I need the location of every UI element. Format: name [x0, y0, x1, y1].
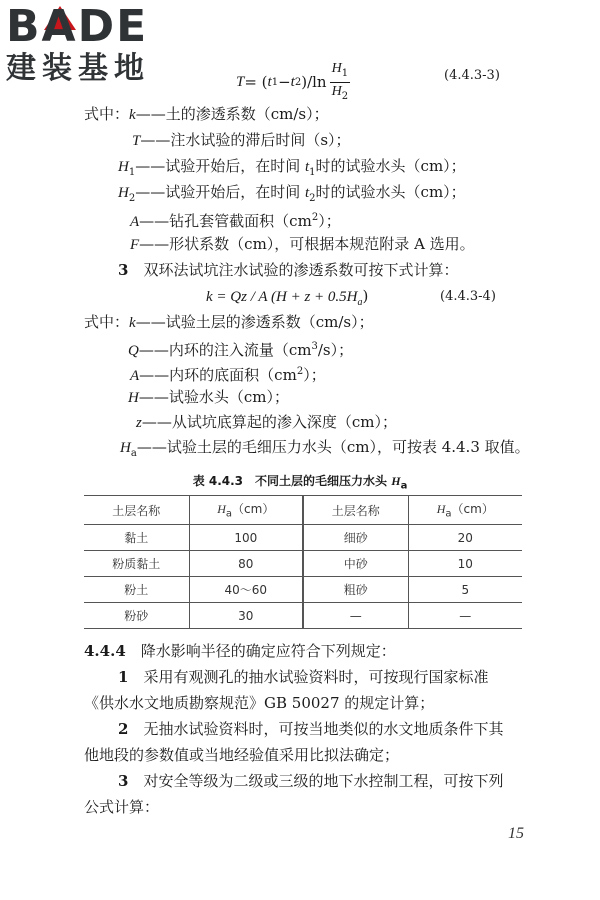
table-row: 粉质黏土 80 中砂 10	[84, 551, 522, 577]
item-3: 3 双环法试坑注水试验的渗透系数可按下式计算：	[118, 261, 459, 279]
logo-chinese: 建装基地	[6, 51, 150, 86]
fraction: $\frac{H_1}{H_2}$	[331, 61, 349, 102]
equation-number: (4.4.3-3)	[444, 68, 500, 83]
definition-line: F——形状系数（cm），可根据本规范附录 A 选用。	[130, 235, 475, 253]
logo-wordmark: B A DE	[6, 1, 149, 52]
section-4-4-4-heading: 4.4.4 降水影响半径的确定应符合下列规定：	[84, 642, 396, 660]
item-3b-cont: 公式计算：	[84, 798, 160, 816]
definition-line: H——试验水头（cm）；	[128, 388, 289, 406]
table-row: 黏土 100 细砂 20	[84, 525, 522, 551]
definition-line: z——从试坑底算起的渗入深度（cm）；	[136, 413, 397, 431]
definition-line: $H_2——$试验开始后，在时间 $t_2$时的试验水头（cm）；	[118, 183, 466, 204]
logo-roof-a: A	[41, 1, 78, 52]
definition-line: A——钻孔套管截面积$(cm^2)$；	[130, 212, 341, 230]
bade-logo	[6, 1, 181, 86]
table-header-row: 土层名称 $H_a(cm)$ 土层名称 $H_a(cm)$	[84, 496, 522, 525]
item-1-cont: 《供水水文地质勘察规范》GB 50027 的规定计算；	[84, 694, 435, 712]
formula-4-4-3-4: k = Qz / A $(H + z + 0.5H_a)$	[206, 287, 369, 308]
definition-line: 式中：k——试验土层的渗透系数（cm/s）；	[84, 313, 374, 331]
table-row: 粉砂 30 — —	[84, 603, 522, 629]
definition-line: $H_1——$试验开始后，在时间 $t_1$时的试验水头（cm）；	[118, 157, 466, 178]
table-title: 表 4.4.3 不同土层的毛细压力水头 $H_a$	[192, 474, 408, 492]
item-1: 1 采用有观测孔的抽水试验资料时，可按现行国家标准	[118, 668, 489, 686]
definition-line: T——注水试验的滞后时间（s）；	[132, 131, 351, 149]
item-3b: 3 对安全等级为二级或三级的地下水控制工程，可按下列	[118, 772, 504, 790]
definition-line: Q——内环的注入流量$(cm^3/s)$；	[128, 341, 354, 359]
equation-number: (4.4.3-4)	[440, 289, 496, 304]
formula-4-4-3-3: T = ( t 1 − t 2 )/ln $\frac{H_1}{H_2}$	[236, 60, 350, 105]
item-2-cont: 他地段的参数值或当地经验值采用比拟法确定；	[84, 746, 400, 764]
definition-line: 式中：k——土的渗透系数（cm/s）；	[84, 105, 329, 123]
capillary-head-table	[84, 495, 522, 629]
definition-line: $H_a——$试验土层的毛细压力水头（cm），可按表 4.4.3 取值。	[120, 438, 530, 459]
page-number: 15	[508, 825, 524, 842]
definition-line: A——内环的底面积$(cm^2)$；	[130, 366, 326, 384]
item-2: 2 无抽水试验资料时，可按当地类似的水文地质条件下其	[118, 720, 504, 738]
table-row: 粉土 40～60 粗砂 5	[84, 577, 522, 603]
